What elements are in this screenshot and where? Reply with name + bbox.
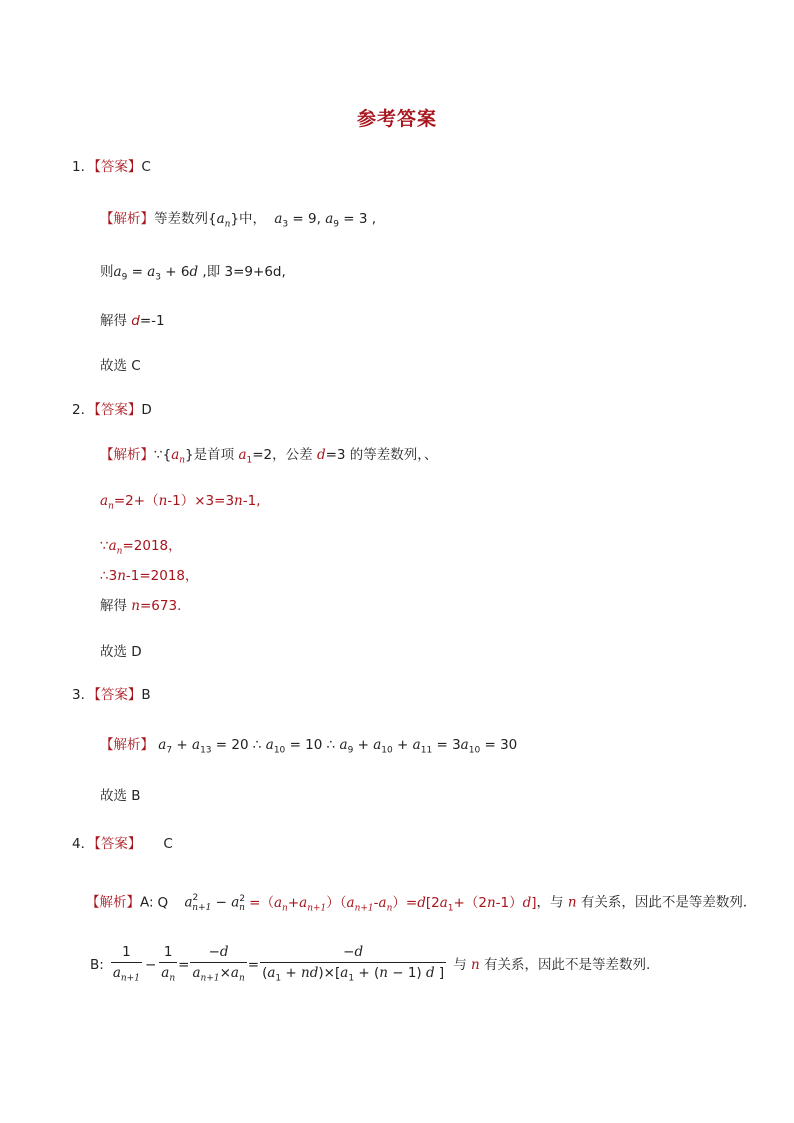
q3-answer-value: B <box>141 687 151 703</box>
q1-analysis-tag: 【解析】 <box>100 211 154 227</box>
q3-answer-header <box>72 686 151 704</box>
q1-analysis-line1: 【解析】等差数列$\{a_n\}$中， $a_3 = 9$, $a_9 = 3$ , <box>100 211 377 230</box>
q4-analysis-b: B: $\frac{1}{a_{n+1}}$ − $\frac{1}{a_n}$ = $\frac{-d}{a_{n+1}\times a_n}$ = $\frac{-d}{(a_1 + nd)\times[a_1 + (n - 1) d ]}$ 与 n 有关系，因此不是等差数列. <box>90 940 650 990</box>
q2-analysis-line4: ∴3n-1=2018， <box>100 568 199 584</box>
q2-analysis-line1: 【解析】$\because\{a_n\}$是首项 $a_1=2$，公差 d=3 的等差数列，、 <box>100 447 438 466</box>
q1-answer-value: C <box>141 159 151 175</box>
q4-answer-tag: 【答案】 <box>94 836 142 852</box>
q2-conclusion: 故选 D <box>100 644 142 660</box>
q1-analysis-line2: 则$a_9 = a_3 + 6d$ ,即 3=9+6d, <box>100 264 286 283</box>
q2-answer-value: D <box>141 402 152 418</box>
q1-answer-tag: 【答案】 <box>94 159 142 175</box>
q4-analysis-tag: 【解析】 <box>86 894 140 911</box>
q1-analysis-line3: 解得 d=-1 <box>100 313 165 329</box>
q4-analysis-a: 【解析】A: Q $a^2_{n+1} - a^2_n =(a_n+a_{n+1})(a_{n+1}-a_n)=d[2a_1+(2n-1)d]$，与 n 有关系，因此不是等差数列． <box>86 893 757 914</box>
q2-analysis-line2: $a_n=2+(n-1)\times 3=3n-1$, <box>100 493 261 512</box>
q2-analysis-line5: 解得 n=673． <box>100 598 191 614</box>
q3-number: 3． <box>72 687 95 703</box>
q2-answer-header <box>72 401 152 419</box>
q3-analysis-line1: 【解析】 $a_7 + a_{13} = 20$ ∴ $a_{10} = 10$ ∴ $a_9 + a_{10} + a_{11} = 3a_{10} = 30$ <box>100 737 518 756</box>
q4-answer-value: C <box>163 836 173 852</box>
q2-analysis-line3: $\because a_n=2018$， <box>100 538 182 557</box>
q2-answer-tag: 【答案】 <box>94 402 142 418</box>
q1-number: 1． <box>72 159 95 175</box>
q3-conclusion: 故选 B <box>100 788 141 804</box>
q2-analysis-tag: 【解析】 <box>100 447 154 463</box>
q2-number: 2． <box>72 402 95 418</box>
q1-answer-header <box>72 158 151 176</box>
q4-number: 4． <box>72 836 95 852</box>
q3-answer-tag: 【答案】 <box>94 687 142 703</box>
page-title: 参考答案 <box>356 108 437 130</box>
q4-answer-header <box>72 835 173 853</box>
q1-conclusion: 故选 C <box>100 358 141 374</box>
q3-analysis-tag: 【解析】 <box>100 737 154 753</box>
